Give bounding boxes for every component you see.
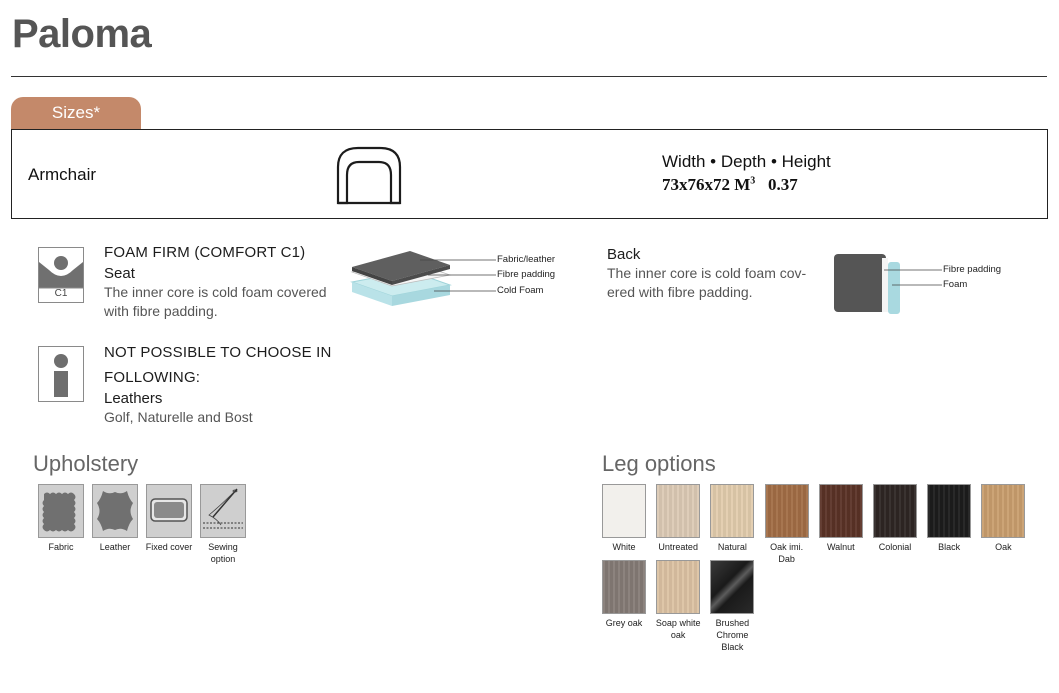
leg-option[interactable]: [763, 484, 811, 577]
leg-option-label: Natural: [717, 542, 747, 552]
seat-layer-label-3: Cold Foam: [497, 285, 544, 296]
back-desc-line2: ered with fibre padding.: [607, 284, 753, 300]
comfort-code: C1: [54, 288, 68, 299]
info-icon: [38, 346, 84, 402]
seat-subheading: Seat: [104, 265, 135, 282]
seat-heading: FOAM FIRM (COMFORT C1): [104, 244, 306, 261]
seat-layer-label-2: Fibre padding: [497, 269, 556, 280]
upholstery-title: Upholstery: [33, 451, 139, 476]
comfort-c1-icon: [38, 247, 84, 303]
armchair-outline-icon: [334, 145, 404, 210]
back-layer-label-2: Foam: [943, 279, 968, 290]
upholstery-label: Sewing option: [208, 542, 238, 564]
leg-options-grid: [603, 484, 1043, 664]
sewing-needle-icon: [200, 484, 246, 538]
notice-heading-line2: FOLLOWING:: [104, 369, 201, 386]
leg-swatch: [710, 560, 754, 614]
leg-option[interactable]: [708, 560, 756, 653]
leg-swatch: [819, 484, 863, 538]
leg-swatch: [927, 484, 971, 538]
leg-option[interactable]: [654, 560, 702, 641]
back-layer-label-1: Fibre padding: [943, 264, 1002, 275]
leg-option-label: Walnut: [826, 542, 855, 552]
leg-option-label: White: [612, 542, 636, 552]
leg-option-label: Brushed Chrome Black: [715, 618, 750, 652]
leg-swatch: [981, 484, 1025, 538]
leg-swatch: [602, 484, 646, 538]
leg-option[interactable]: [600, 484, 648, 565]
notice-desc: Golf, Naturelle and Bost: [104, 409, 253, 425]
upholstery-label: Leather: [99, 542, 131, 552]
fixed-cover-icon: [146, 484, 192, 538]
back-heading: Back: [607, 246, 641, 263]
leg-option-label: Oak: [995, 542, 1012, 552]
leg-option[interactable]: [925, 484, 973, 565]
page-title: Paloma: [12, 12, 152, 56]
seat-desc-line1: The inner core is cold foam covered: [104, 284, 327, 300]
sizes-tab[interactable]: Sizes*: [11, 97, 141, 129]
upholstery-option-fabric[interactable]: [36, 484, 86, 553]
seat-layer-leader-lines: [420, 256, 500, 301]
leather-icon: [92, 484, 138, 538]
notice-heading-line1: NOT POSSIBLE TO CHOOSE IN: [104, 344, 332, 361]
upholstery-option-fixed-cover[interactable]: [144, 484, 194, 553]
leg-option[interactable]: [979, 484, 1027, 565]
seat-desc-line2: with fibre padding.: [104, 303, 218, 319]
seat-layer-label-1: Fabric/leather: [497, 254, 556, 265]
leg-swatch: [602, 560, 646, 614]
back-layer-leader-lines: [884, 266, 944, 295]
fabric-icon: [38, 484, 84, 538]
leg-swatch: [873, 484, 917, 538]
leg-options-title: Leg options: [602, 451, 716, 476]
leg-option-label: Untreated: [658, 542, 698, 552]
sizes-panel: [11, 129, 1048, 219]
upholstery-label: Fixed cover: [145, 542, 193, 552]
leg-option-label: Grey oak: [605, 618, 643, 628]
back-desc-line1: The inner core is cold foam cov-: [607, 265, 807, 281]
upholstery-label: Fabric: [48, 542, 74, 552]
upholstery-option-leather[interactable]: [90, 484, 140, 553]
leg-option-label: Oak imi. Dab: [770, 542, 804, 564]
leg-swatch: [656, 560, 700, 614]
leg-option-label: Soap white oak: [655, 618, 701, 640]
leg-option[interactable]: [817, 484, 865, 565]
dimensions-label: Width • Depth • Height: [662, 152, 831, 171]
title-divider: [11, 76, 1047, 77]
size-item-label: Armchair: [28, 165, 97, 184]
leg-option[interactable]: [654, 484, 702, 565]
leg-swatch: [710, 484, 754, 538]
leg-option[interactable]: [708, 484, 756, 565]
notice-subheading: Leathers: [104, 390, 163, 407]
dimensions-value: 73x76x72 $M^3$ 0.37: [662, 175, 798, 194]
leg-option[interactable]: [871, 484, 919, 565]
leg-option-label: Black: [938, 542, 961, 552]
leg-swatch: [765, 484, 809, 538]
upholstery-option-sewing[interactable]: [198, 484, 248, 565]
leg-swatch: [656, 484, 700, 538]
leg-option-label: Colonial: [878, 542, 912, 552]
leg-option[interactable]: [600, 560, 648, 641]
